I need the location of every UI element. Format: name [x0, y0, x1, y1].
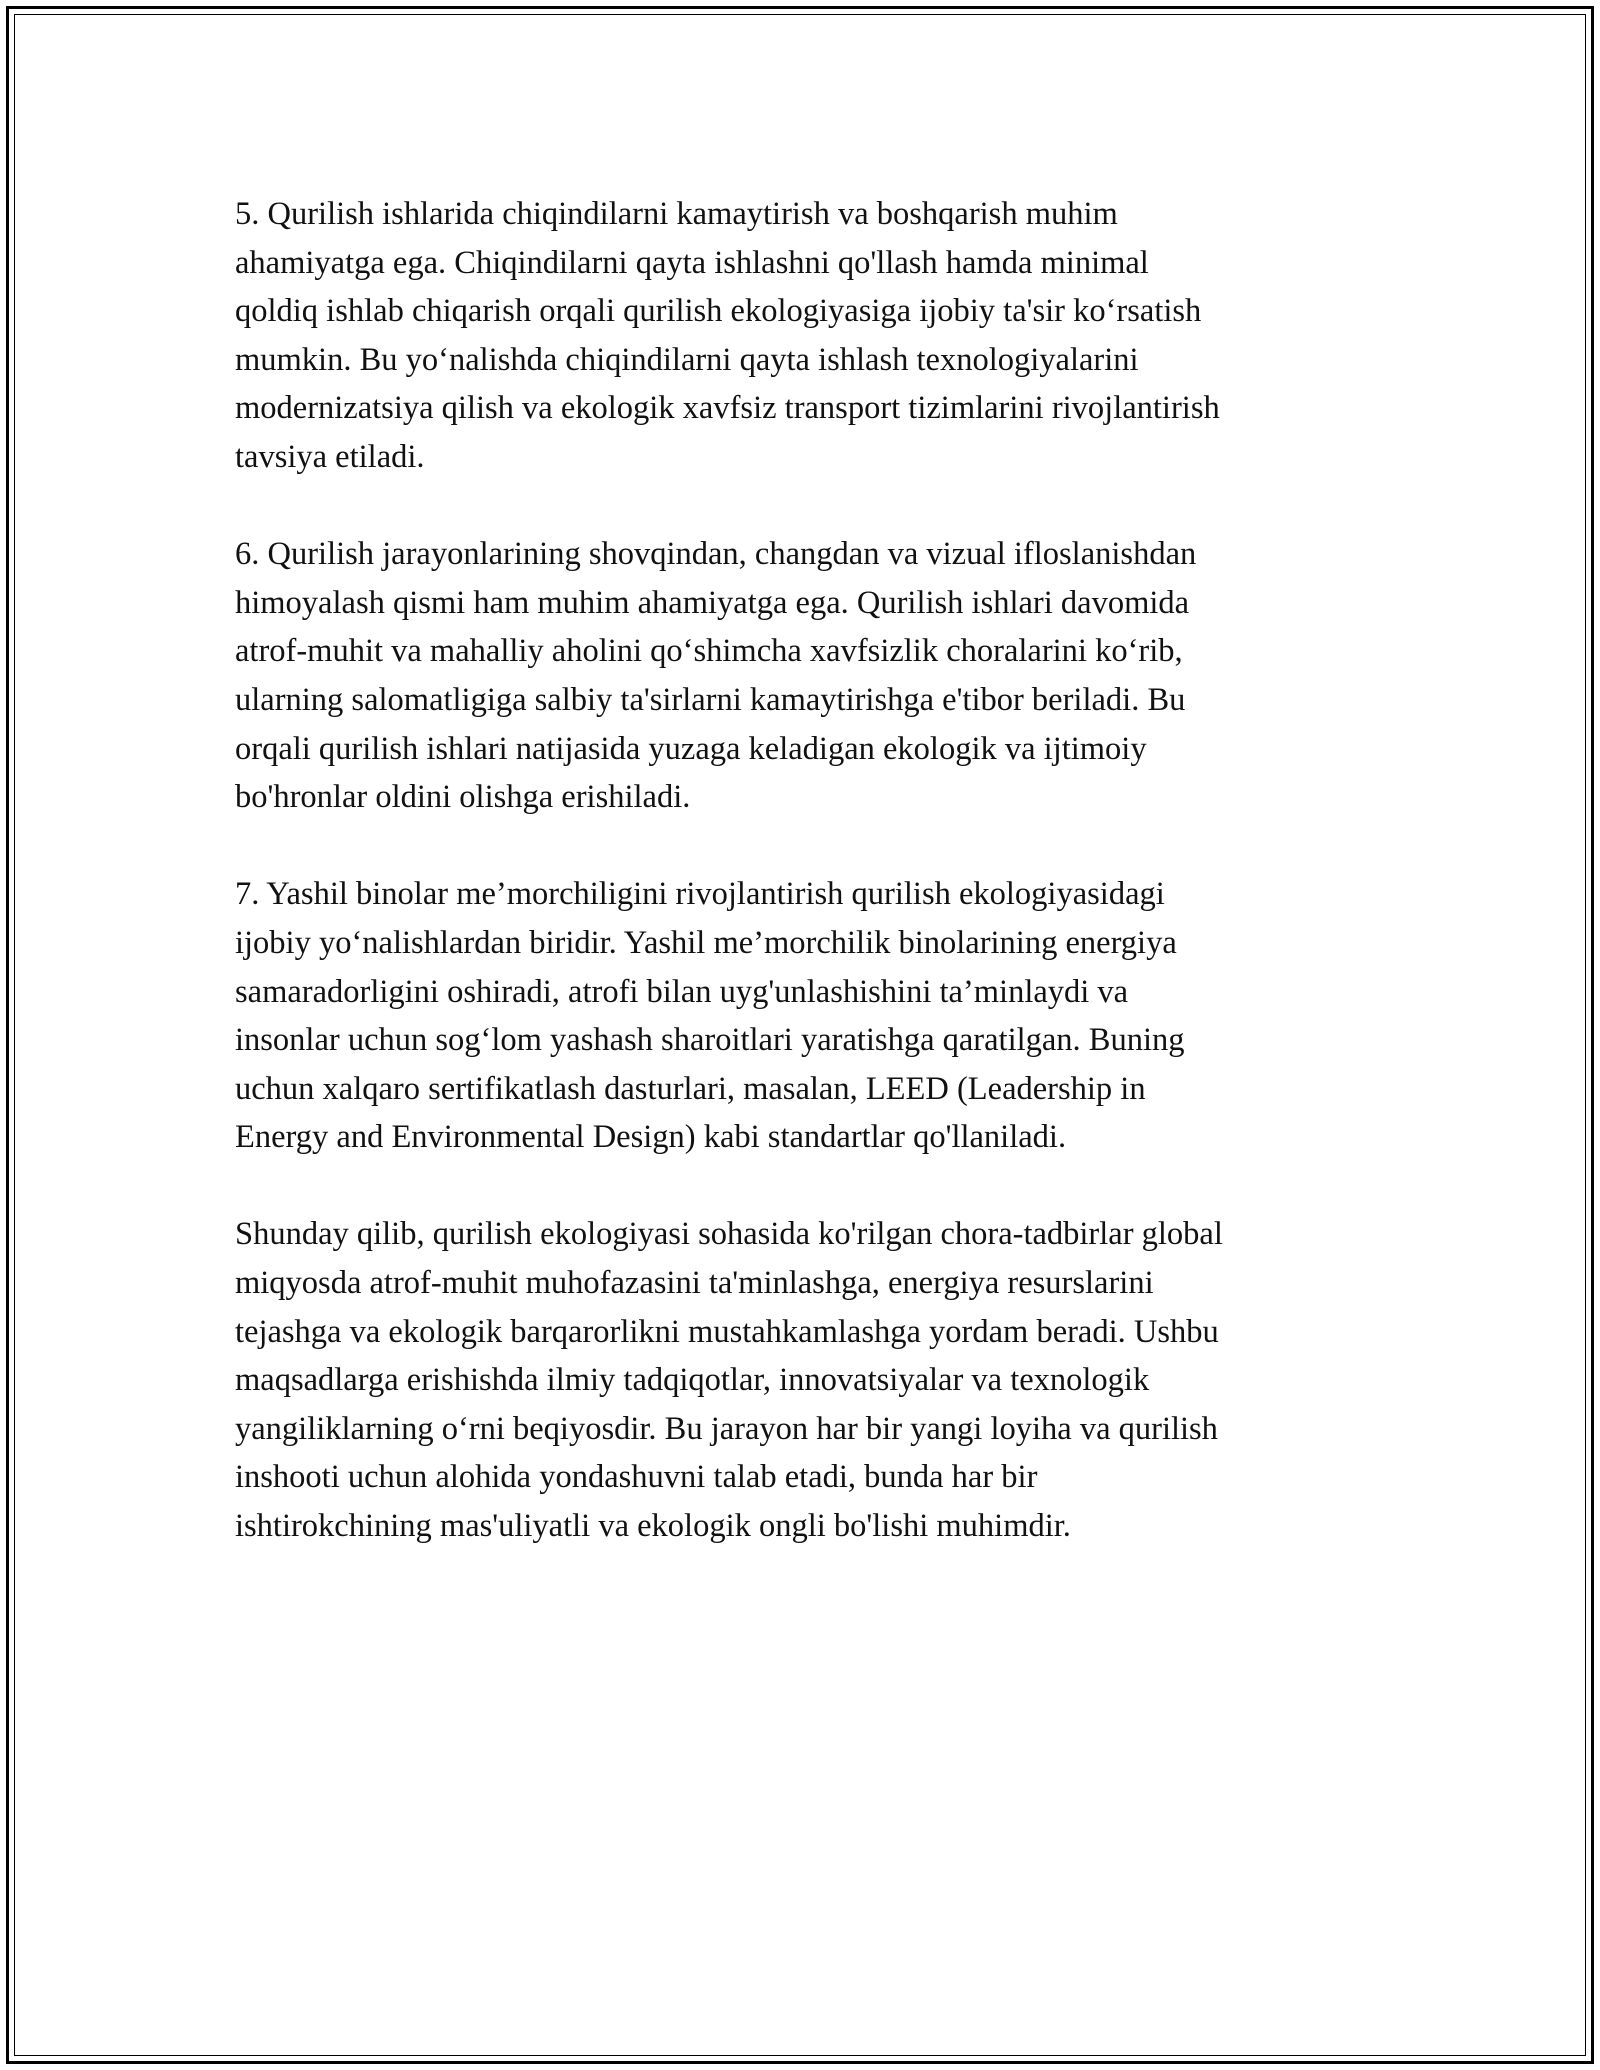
paragraph-6-pollution-protection: 6. Qurilish jarayonlarining shovqindan, changdan va vizual ifloslanishdan himoyalash qismi ham muhim ahamiyatga ega. Qurilish ishlari davomida atrof-muhit va mahalliy aholini qo‘shimcha xavfsizlik choralarini ko‘rib, ularning salomatligiga salbiy ta'sirlarni kamaytirishga e'tibor beriladi. Bu orqali qurilish ishlari natijasida yuzaga keladigan ekologik va ijtimoiy bo'hronlar oldini olishga erishiladi.: [235, 536, 1197, 816]
paragraph-conclusion: Shunday qilib, qurilish ekologiyasi sohasida ko'rilgan chora-tadbirlar global miqyosda atrof-muhit muhofazasini ta'minlashga, energiya resurslarini tejashga va ekologik barqarorlikni mustahkamlashga yordam beradi. Ushbu maqsadlarga erishishda ilmiy tadqiqotlar, innovatsiyalar va texnologik yangiliklarning o‘rni beqiyosdir. Bu jarayon har bir yangi loyiha va qurilish inshooti uchun alohida yondashuvni talab etadi, bunda har bir ishtirokchining mas'uliyatli va ekologik ongli bo'lishi muhimdir.: [235, 1216, 1223, 1545]
paragraph-7-green-buildings: 7. Yashil binolar me’morchiligini rivojlantirish qurilish ekologiyasidagi ijobiy yo‘nalishlardan biridir. Yashil me’morchilik binolarining energiya samaradorligini oshiradi, atrofi bilan uyg'unlashishini ta’minlaydi va insonlar uchun sog‘lom yashash sharoitlari yaratishga qaratilgan. Buning uchun xalqaro sertifikatlash dasturlari, masalan, LEED (Leadership in Energy and Environmental Design) kabi standartlar qo'llaniladi.: [235, 876, 1185, 1156]
paragraph-5-waste-management: 5. Qurilish ishlarida chiqindilarni kamaytirish va boshqarish muhim ahamiyatga ega. Chiqindilarni qayta ishlashni qo'llash hamda minimal qoldiq ishlab chiqarish orqali qurilish ekologiyasiga ijobiy ta'sir ko‘rsatish mumkin. Bu yo‘nalishda chiqindilarni qayta ishlash texnologiyalarini modernizatsiya qilish va ekologik xavfsiz transport tizimlarini rivojlantirish tavsiya etiladi.: [235, 196, 1220, 475]
document-body: [235, 190, 1365, 1599]
